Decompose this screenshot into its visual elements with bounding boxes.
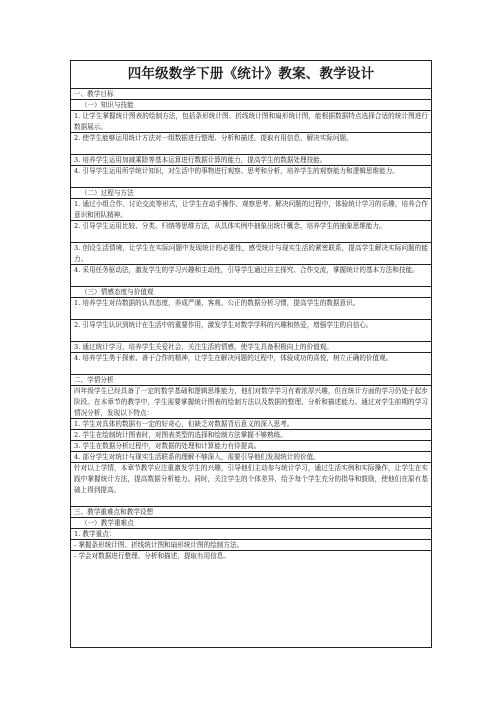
text-row: 一、教学目标 xyxy=(71,89,431,100)
text-row: （三）情感态度与价值观 xyxy=(71,287,431,298)
text-row: （二）过程与方法 xyxy=(71,188,431,199)
text-row: 3. 培养学生运用加减乘除等基本运算进行数据计算的能力，提高学生的数据处理技能。 xyxy=(71,155,431,166)
text-row: 3. 学生在数据分析过程中，对数据的处理和计算能力有待提高。 xyxy=(71,441,431,452)
text-row: 1. 培养学生对待数据的认真态度，养成严谨、客观、公正的数据分析习惯，提高学生的数据意识。 xyxy=(71,298,431,320)
text-row: （一）知识与技能 xyxy=(71,100,431,111)
text-row: 4. 采用任务驱动法，激发学生的学习兴趣和主动性，引导学生通过自主探究、合作交流，掌握统计的基本方法和技能。 xyxy=(71,265,431,287)
text-row: 二、学情分析 xyxy=(71,375,431,386)
text-row: 2. 学生在绘制统计图表时，对图表类型的选择和绘制方法掌握不够熟练。 xyxy=(71,430,431,441)
text-row: 1. 教学重点： xyxy=(71,529,431,540)
text-row: 4. 引导学生运用所学统计知识，对生活中的事物进行观察、思考和分析，培养学生的观察能力和逻辑思维能力。 xyxy=(71,166,431,188)
text-row: 2. 使学生能够运用统计方法对一组数据进行整理、分析和描述，提取有用信息，解决实际问题。 xyxy=(71,133,431,155)
text-row: - 学会对数据进行整理、分析和描述，提取有用信息。 xyxy=(74,552,230,560)
text-row: 针对以上学情，本章节教学应注重激发学生的兴趣，引导他们主动参与统计学习，通过生活实例和实际操作，让学生在实践中掌握统计方法，提高数据分析能力。同时，关注学生的个体差异，给予每个学生充分的指导和鼓励，使他们在原有基础上得到提高。 xyxy=(71,463,431,507)
text-row: 三、教学重难点和教学设想 xyxy=(71,507,431,518)
text-row: 2. 引导学生认识到统计在生活中的重要作用，激发学生对数学学科的兴趣和热爱，增强学生的自信心。 xyxy=(71,320,431,342)
text-row: 3. 通过统计学习，培养学生关爱社会、关注生活的情感，使学生具备积极向上的价值观。 xyxy=(71,342,431,353)
document-page xyxy=(70,60,432,648)
text-row: 4. 培养学生勇于探索、善于合作的精神，让学生在解决问题的过程中，体验成功的喜悦，树立正确的价值观。 xyxy=(71,353,431,375)
document-title: 四年级数学下册《统计》教案、教学设计 xyxy=(71,61,431,89)
text-row: （一）教学重难点 xyxy=(71,518,431,529)
text-row: 4. 部分学生对统计与现实生活联系的理解不够深入，需要引导他们发现统计的价值。 xyxy=(71,452,431,463)
text-row: 1. 通过小组合作、讨论交流等形式，让学生在动手操作、观察思考、解决问题的过程中，体验统计学习的乐趣，培养合作意识和团队精神。 xyxy=(71,199,431,221)
document-body xyxy=(71,89,431,562)
text-row: - 掌握条形统计图、折线统计图和扇形统计图的绘制方法。 xyxy=(71,540,431,551)
text-row: 1. 学生对具体的数据有一定的好奇心，但缺乏对数据背后意义的深入思考。 xyxy=(71,419,431,430)
text-row: 四年级学生已经具备了一定的数学基础和逻辑思维能力，他们对数学学习有着浓厚兴趣，但在统计方面的学习仍处于起步阶段。在本章节的教学中，学生需要掌握统计图表的绘制方法以及数据的整理、分析和描述能力。通过对学生前期的学习情况分析，发现以下特点： xyxy=(71,386,431,419)
text-row: 3. 创设生活情境，让学生在实际问题中发现统计的必要性，感受统计与现实生活的紧密联系，提高学生解决实际问题的能力。 xyxy=(71,243,431,265)
text-row: 1. 让学生掌握统计图表的绘制方法，包括条形统计图、折线统计图和扇形统计图，能根据数据特点选择合适的统计图进行数据展示。 xyxy=(71,111,431,133)
text-row: 2. 引导学生运用比较、分类、归纳等思维方法，从具体实例中抽象出统计概念，培养学生的抽象思维能力。 xyxy=(71,221,431,243)
